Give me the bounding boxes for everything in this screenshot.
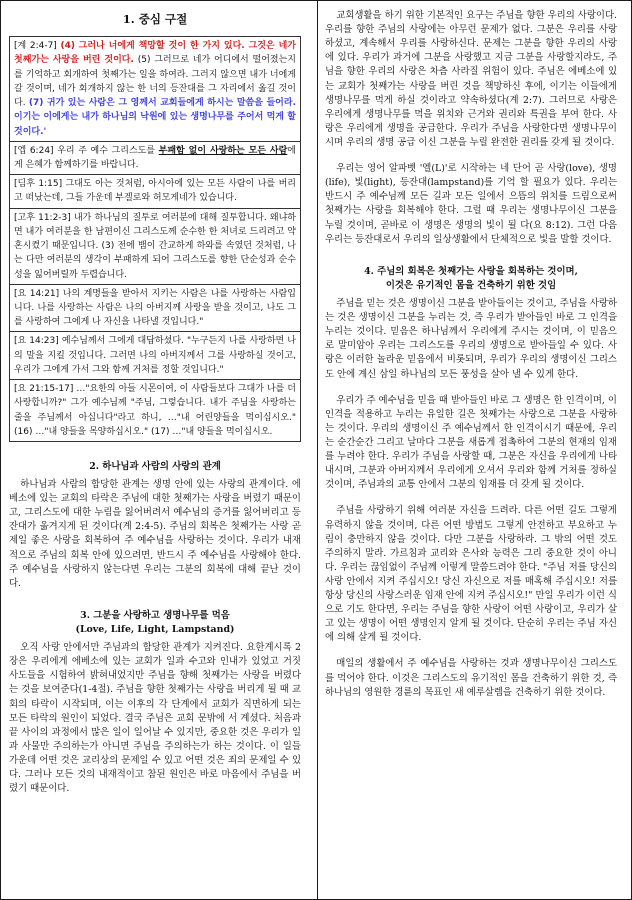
verse-text: (5) 그러므로 네가 어디에서 떨어졌는지를 기억하고 회개하여 첫째가는 일을 하여라. 그러지 않으면 내가 너에게 갈 것이며, 네가 회개하지 않는 한 너의 등잔대를 그 자리에서 옮길 것이다. (14, 55, 296, 109)
section-3-subtitle: (Love, Life, Light, Lampstand) (75, 624, 235, 636)
section-1-title: 1. 중심 구절 (122, 12, 188, 26)
right-column (325, 9, 617, 891)
section-4-title-line-2: 이것은 유기적인 몸을 건축하기 위한 것임 (385, 279, 557, 291)
verse-2tim-1-15: [딤후 1:15] 그대도 아는 것처럼, 아시아에 있는 모든 사람이 나를 버리고 떠났는데, 그들 가운데 부겔로와 허모게네가 있습니다. (10, 175, 300, 208)
verse-john-14-21: [요 14:21] 나의 계명들을 받아서 지키는 사람은 나를 사랑하는 사람입니다. 나를 사랑하는 사람은 나의 아버지께 사랑을 받을 것이고, 나도 그를 사랑하여 그에게 나 자신을 나타낼 것입니다." (10, 285, 300, 333)
section-2-body: 하나님과 사람의 합당한 관계는 생명 안에 있는 사랑의 관계이다. 에베소에 있는 교회의 타락은 주님에 대한 첫째가는 사랑을 버렸기 때문이고, 그리스도에 대한 누림을 잃어버려서 예수님의 증거를 잃어버리고 등잔대가 옮겨지게 된 것이다(계 2:4-5). 주님의 회복은 첫째가는 사랑 곧 제일 좋은 사랑을 회복하여 주 예수님을 사랑하는 것이다. 우리가 내재적으로 주님의 회복 안에 있으려면, 반드시 주 예수님을 사랑해야 한다. 주 예수님을 사랑하지 않는다면 우리는 그분의 회복에 대해 끝난 것이다. (9, 479, 301, 589)
verse-text: 에게 은혜가 함께하기를 바랍니다. (14, 145, 296, 170)
verse-eph-6-24 (10, 142, 300, 175)
verse-rev-2-4-7 (10, 37, 300, 142)
verse-num: (4) (60, 41, 75, 52)
section-4-paragraph-2: 우리가 주 예수님을 믿을 때 받아들인 바로 그 생명은 한 인격이며, 이 인격을 적용하고 누리는 유일한 길은 첫째가는 사랑으로 그분을 사랑하는 것이다. 우리의 생명이신 주 예수님께서 한 인격이시기 때문에, 우리는 순간순간 그리고 날마다 그분을 새롭게 접촉하여 그분의 현재의 임재를 누려야 한다. 우리가 주님을 사랑할 때, 그분은 자신을 우리에게 나타내시며, 그분과 아버지께서 우리에게 오셔서 우리와 함께 거처를 정하실 것이며, 주님과의 교통 안에서 그분의 임재를 더 갖게 될 것이다. (325, 394, 617, 491)
verse-2cor-11-2-3: [고후 11:2-3] 내가 하나님의 질투로 여러분에 대해 질투합니다. 왜냐하면 내가 여러분을 한 남편이신 그리스도께 순수한 한 처녀로 드리려고 약혼시켰기 때문입니다. (3) 전에 뱀이 간교하게 하와를 속였던 것처럼, 나는 다만 여러분의 생각이 부패하게 되어 그리스도를 향한 단순성과 순수성을 잃어버릴까 두렵습니다. (10, 209, 300, 285)
verse-john-14-23: [요 14:23] 예수님께서 그에게 대답하셨다. "누구든지 나를 사랑하면 나의 말을 지킬 것입니다. 그러면 나의 아버지께서 그를 사랑하실 것이고, 우리가 그에게 가서 그와 함께 거처를 정할 것입니다." (10, 332, 300, 380)
section-4-title-line-1: 4. 주님의 회복은 첫째가는 사랑을 회복하는 것이며, (364, 265, 578, 277)
section-4-paragraph-3: 주님을 사랑하기 위해 여러분 자신을 드려라. 다른 어떤 길도 그렇게 유력하지 않을 것이며, 다른 어떤 방법도 그렇게 안전하고 부요하고 누림이 충만하지 않을 것이다. 다만 그분을 사랑하라. 그 밖의 어떤 것도 주의하지 말라. 가르침과 교리와 은사와 능력은 그리 중요한 것이 아니다. 우리는 끊임없이 주님께 이렇게 말씀드려야 한다. "주님 저를 당신의 사랑 안에서 지켜 주십시오! 당신 자신으로 저를 매혹해 주십시오! 저를 항상 당신의 사랑스러운 임재 안에 지켜 주십시오!" 만일 우리가 이런 식으로 기도 한다면, 우리는 주님을 향한 사랑이 어떤 사랑이고, 우리가 살고 있는 생명이 어떤 생명인지 알게 될 것이다. 단순히 우리는 주님 자신에 의해 살게 될 것이다. (325, 505, 617, 644)
verse-highlight-blue: (7) 귀가 있는 사람은 그 영께서 교회들에게 하시는 말씀을 들어라. 이기는 이에게는 내가 하나님의 낙원에 있는 생명나무를 주어서 먹게 할 것이다.' (14, 98, 296, 137)
section-2-title: 2. 하나님과 사람의 사랑의 관계 (89, 460, 221, 472)
section-4-paragraph-4: 매일의 생활에서 주 예수님을 사랑하는 것과 생명나무이신 그리스도를 먹어야 한다. 이것은 그리스도의 유기적인 몸을 건축하기 위한 것, 즉 하나님의 영원한 경륜의 목표인 새 예루살렘을 건축하기 위한 것이다. (325, 658, 617, 698)
verse-ref: [엡 6:24] (14, 145, 54, 156)
key-verses-box (9, 36, 301, 442)
section-4-paragraph-1: 주님을 믿는 것은 생명이신 그분을 받아들이는 것이고, 주님을 사랑하는 것은 생명이신 그분을 누리는 것, 즉 우리가 받아들인 바로 그 인격을 누리는 것이다. 믿음은 하나님께서 우리에게 주시는 것이며, 이 믿음으로 말미암아 우리는 그리스도를 우리의 생명으로 받아들일 수 있다. 사랑은 이러한 놀라운 믿음에서 비롯되며, 우리가 우리의 생명이신 그리스도 안에 계신 삼일 하나님의 모든 풍성을 살아 낼 수 있게 한다. (325, 297, 617, 380)
right-paragraph-1: 교회생활을 하기 위한 기본적인 요구는 주님을 향한 우리의 사랑이다. 우리를 향한 주님의 사랑에는 아무런 문제가 없다. 그분은 우리를 사랑하셨고, 계속해서 우리를 사랑하신다. 문제는 그분을 향한 우리의 사랑에 있다. 우리가 과거에 그분을 사랑했고 지금 그분을 사랑할지라도, 주님을 향한 우리의 사랑은 차츰 사라질 위험이 있다. 주님은 에베소에 있는 교회가 첫째가는 사랑을 버린 것을 책망하신 후에, 이기는 이들에게 생명나무를 먹게 하실 것이라고 약속하셨다(계 2:7). 그러므로 사랑은 우리에게 생명나무를 먹을 위치와 근거와 권리와 특권을 부여 한다. 사랑은 우리에게 생명을 공급한다. 우리가 주님을 사랑한다면 생명나무이시며 우리의 생명 공급 이신 그분을 누릴 완전한 권리를 갖게 될 것이다. (325, 10, 617, 148)
verse-ref: [요 21:15-17] (14, 384, 74, 395)
left-column (9, 9, 301, 891)
verse-text: 우리 주 예수 그리스도를 (57, 145, 156, 156)
column-divider (317, 1, 318, 899)
verse-john-21-15-17 (10, 380, 300, 441)
section-3-title: 3. 그분을 사랑하고 생명나무를 먹음 (80, 609, 230, 621)
section-3-body: 오직 사랑 안에서만 주님과의 합당한 관계가 지켜진다. 요한계시록 2장은 우리에게 에베소에 있는 교회가 일과 수고와 인내가 있었고 거짓 사도들을 시험하여 밝혀내었지만 주님을 향해 첫째가는 사랑을 버렸다는 것을 보여준다(1-4절). 주님을 향한 첫째가는 사랑을 버리게 될 때 교회의 타락이 시작되며, 이는 이후의 각 단계에서 교회가 직면하게 되는 모든 타락의 원인이 되었다. 결국 주님은 교회 문밖에 서 계셨다. 처음과 끝 사이의 과정에서 많은 일이 일어날 수 있지만, 중요한 것은 우리가 일과 사물만 주의하는가 아니면 주님을 주의하는가 하는 것이다. 이 일들 가운데 어떤 것은 교리상의 문제일 수 있고 어떤 것은 죄의 문제일 수 있다. 그러나 모든 것의 내재적이고 참된 원인은 바로 마음에서 주님을 버렸기 때문이다. (9, 642, 301, 795)
verse-ref: [계 2:4-7] (14, 41, 57, 52)
verse-highlight-red: 그러나 너에게 책망할 것이 한 가지 있다. 그것은 네가 첫째가는 사랑을 버린 것이다. (14, 41, 296, 66)
verse-text: …"요한의 아들 시몬이여, 이 사람들보다 그대가 나를 더 사랑합니까?" 그가 예수님께 "주님, 그렇습니다. 내가 주님을 사랑하는 줄을 주님께서 아십니다"라고 하니, …"내 어린양들을 먹이십시오." (16) …"내 양들을 목양하십시오." (17) …"내 양들을 먹이십시오. (14, 384, 296, 437)
right-paragraph-2: 우리는 영어 알파벳 '엘(L)'로 시작하는 네 단어 곧 사랑(love), 생명(life), 빛(light), 등잔대(lampstand)를 기억 할 필요가 있다. 우리는 반드시 주 예수님께 모든 길과 모든 일에서 으뜸의 위치를 드림으로써 첫째가는 사랑을 회복해야 한다. 그럴 때 우리는 생명나무이신 그분을 누릴 것이며, 곧바로 이 생명은 생명의 빛이 될 다(요 8:12). 그런 다음 우리는 등잔대로서 우리의 일상생활에서 단체적으로 빛을 발할 것이다. (325, 163, 617, 245)
verse-underlined: 부패함 없이 사랑하는 모든 사람 (158, 145, 288, 156)
